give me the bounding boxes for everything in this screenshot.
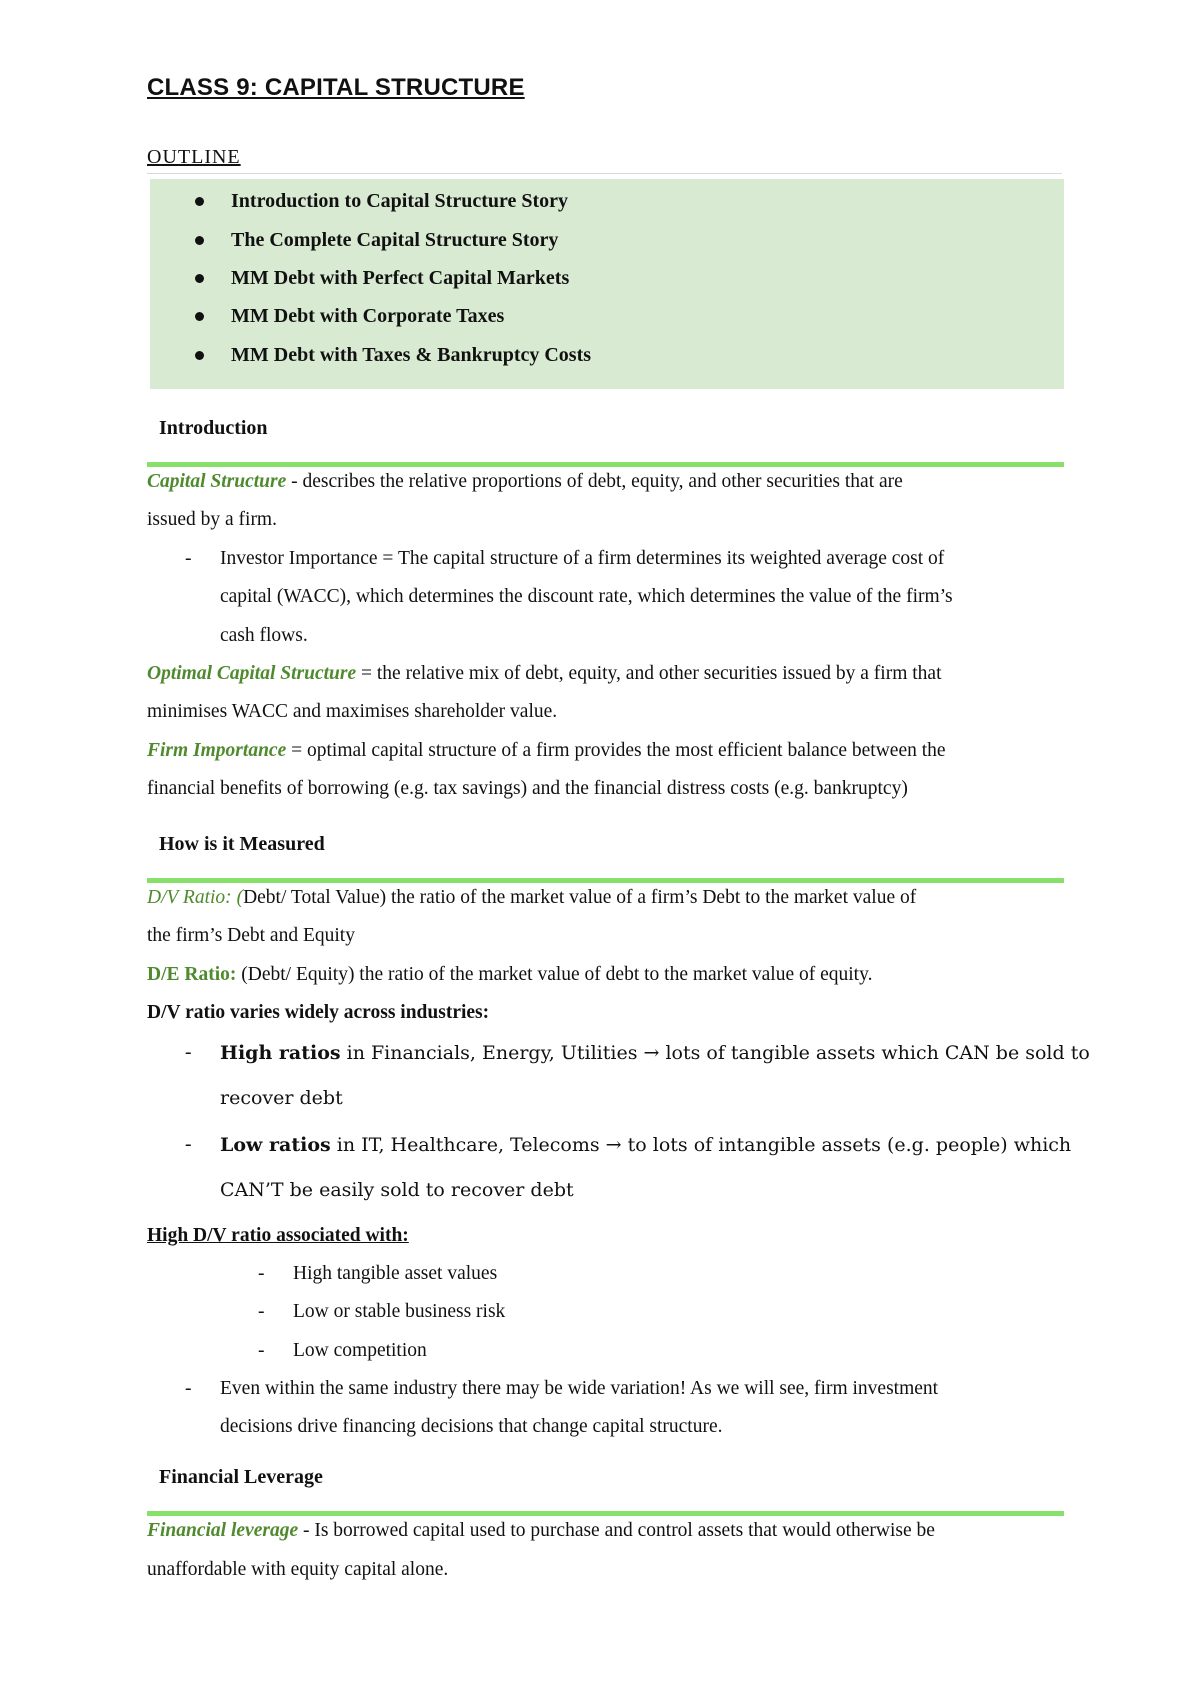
assoc-item: High tangible asset values [293, 1263, 498, 1284]
text-line: financial benefits of borrowing (e.g. tax savings) and the financial distress costs (e.g. bankruptcy) [147, 778, 908, 799]
dv-varies-heading: D/V ratio varies widely across industries: [147, 1002, 490, 1023]
text-line: minimises WACC and maximises shareholder value. [147, 701, 558, 722]
term-firm-importance: Firm Importance [147, 740, 287, 761]
text-line: unaffordable with equity capital alone. [147, 1559, 449, 1580]
term-de-ratio: D/E Ratio: [147, 964, 237, 985]
dv-ratio-definition: D/V Ratio: (Debt/ Total Value) the ratio of the market value of a firm’s Debt to the market value of [147, 887, 917, 908]
high-ratios-item: High ratios in Financials, Energy, Utilities → lots of tangible assets which CAN be sold to [220, 1042, 1090, 1064]
text-line: CAN’T be easily sold to recover debt [220, 1179, 574, 1201]
text-line: recover debt [220, 1087, 343, 1109]
firm-importance-definition: Firm Importance = optimal capital structure of a firm provides the most efficient balance between the [147, 740, 946, 761]
optimal-capital-structure-definition: Optimal Capital Structure = the relative mix of debt, equity, and other securities issued by a firm that [147, 663, 942, 684]
dash-marker: - [185, 1378, 192, 1399]
outline-box: Introduction to Capital Structure Story The Complete Capital Structure Story MM Debt with Perfect Capital Markets MM Debt with Corporate Taxes MM Debt with Taxes & Bankruptcy Costs [150, 179, 1064, 389]
bullet-icon [195, 274, 204, 283]
dash-marker: - [185, 1042, 192, 1063]
term-dv-ratio: D/V Ratio: [147, 887, 232, 908]
variation-note: Even within the same industry there may be wide variation! As we will see, firm investment [220, 1378, 939, 1399]
section-heading-financial-leverage: Financial Leverage [159, 1466, 323, 1488]
text-line: decisions drive financing decisions that change capital structure. [220, 1416, 723, 1437]
outline-divider [147, 173, 1062, 174]
section-rule [147, 462, 1064, 467]
low-ratios-item: Low ratios in IT, Healthcare, Telecoms → to lots of intangible assets (e.g. people) which [220, 1134, 1072, 1156]
bullet-icon [195, 236, 204, 245]
capital-structure-definition: Capital Structure - describes the relative proportions of debt, equity, and other securities that are [147, 471, 903, 492]
high-dv-heading: High D/V ratio associated with: [147, 1225, 409, 1246]
text-line: capital (WACC), which determines the discount rate, which determines the value of the firm’s [220, 586, 953, 607]
dash-marker: - [185, 548, 192, 569]
bullet-icon [195, 351, 204, 360]
text-line: issued by a firm. [147, 509, 277, 530]
de-ratio-definition: D/E Ratio: (Debt/ Equity) the ratio of the market value of debt to the market value of equity. [147, 964, 873, 985]
dash-marker: - [258, 1263, 265, 1284]
financial-leverage-definition: Financial leverage - Is borrowed capital used to purchase and control assets that would otherwise be [147, 1520, 935, 1541]
text-line: cash flows. [220, 625, 308, 646]
text-line: the firm’s Debt and Equity [147, 925, 355, 946]
assoc-item: Low competition [293, 1340, 427, 1361]
bullet-icon [195, 312, 204, 321]
investor-importance: Investor Importance = The capital structure of a firm determines its weighted average cost of [220, 548, 945, 569]
outline-label: OUTLINE [147, 146, 241, 168]
dash-marker: - [185, 1134, 192, 1155]
section-rule [147, 878, 1064, 883]
dash-marker: - [258, 1340, 265, 1361]
section-rule [147, 1511, 1064, 1516]
page-title: CLASS 9: CAPITAL STRUCTURE [147, 74, 525, 101]
assoc-item: Low or stable business risk [293, 1301, 506, 1322]
section-heading-introduction: Introduction [159, 417, 268, 439]
dash-marker: - [258, 1301, 265, 1322]
bullet-icon [195, 197, 204, 206]
term-optimal-capital-structure: Optimal Capital Structure [147, 663, 357, 684]
term-capital-structure: Capital Structure [147, 471, 287, 492]
section-heading-measured: How is it Measured [159, 833, 325, 855]
term-financial-leverage: Financial leverage [147, 1520, 299, 1541]
